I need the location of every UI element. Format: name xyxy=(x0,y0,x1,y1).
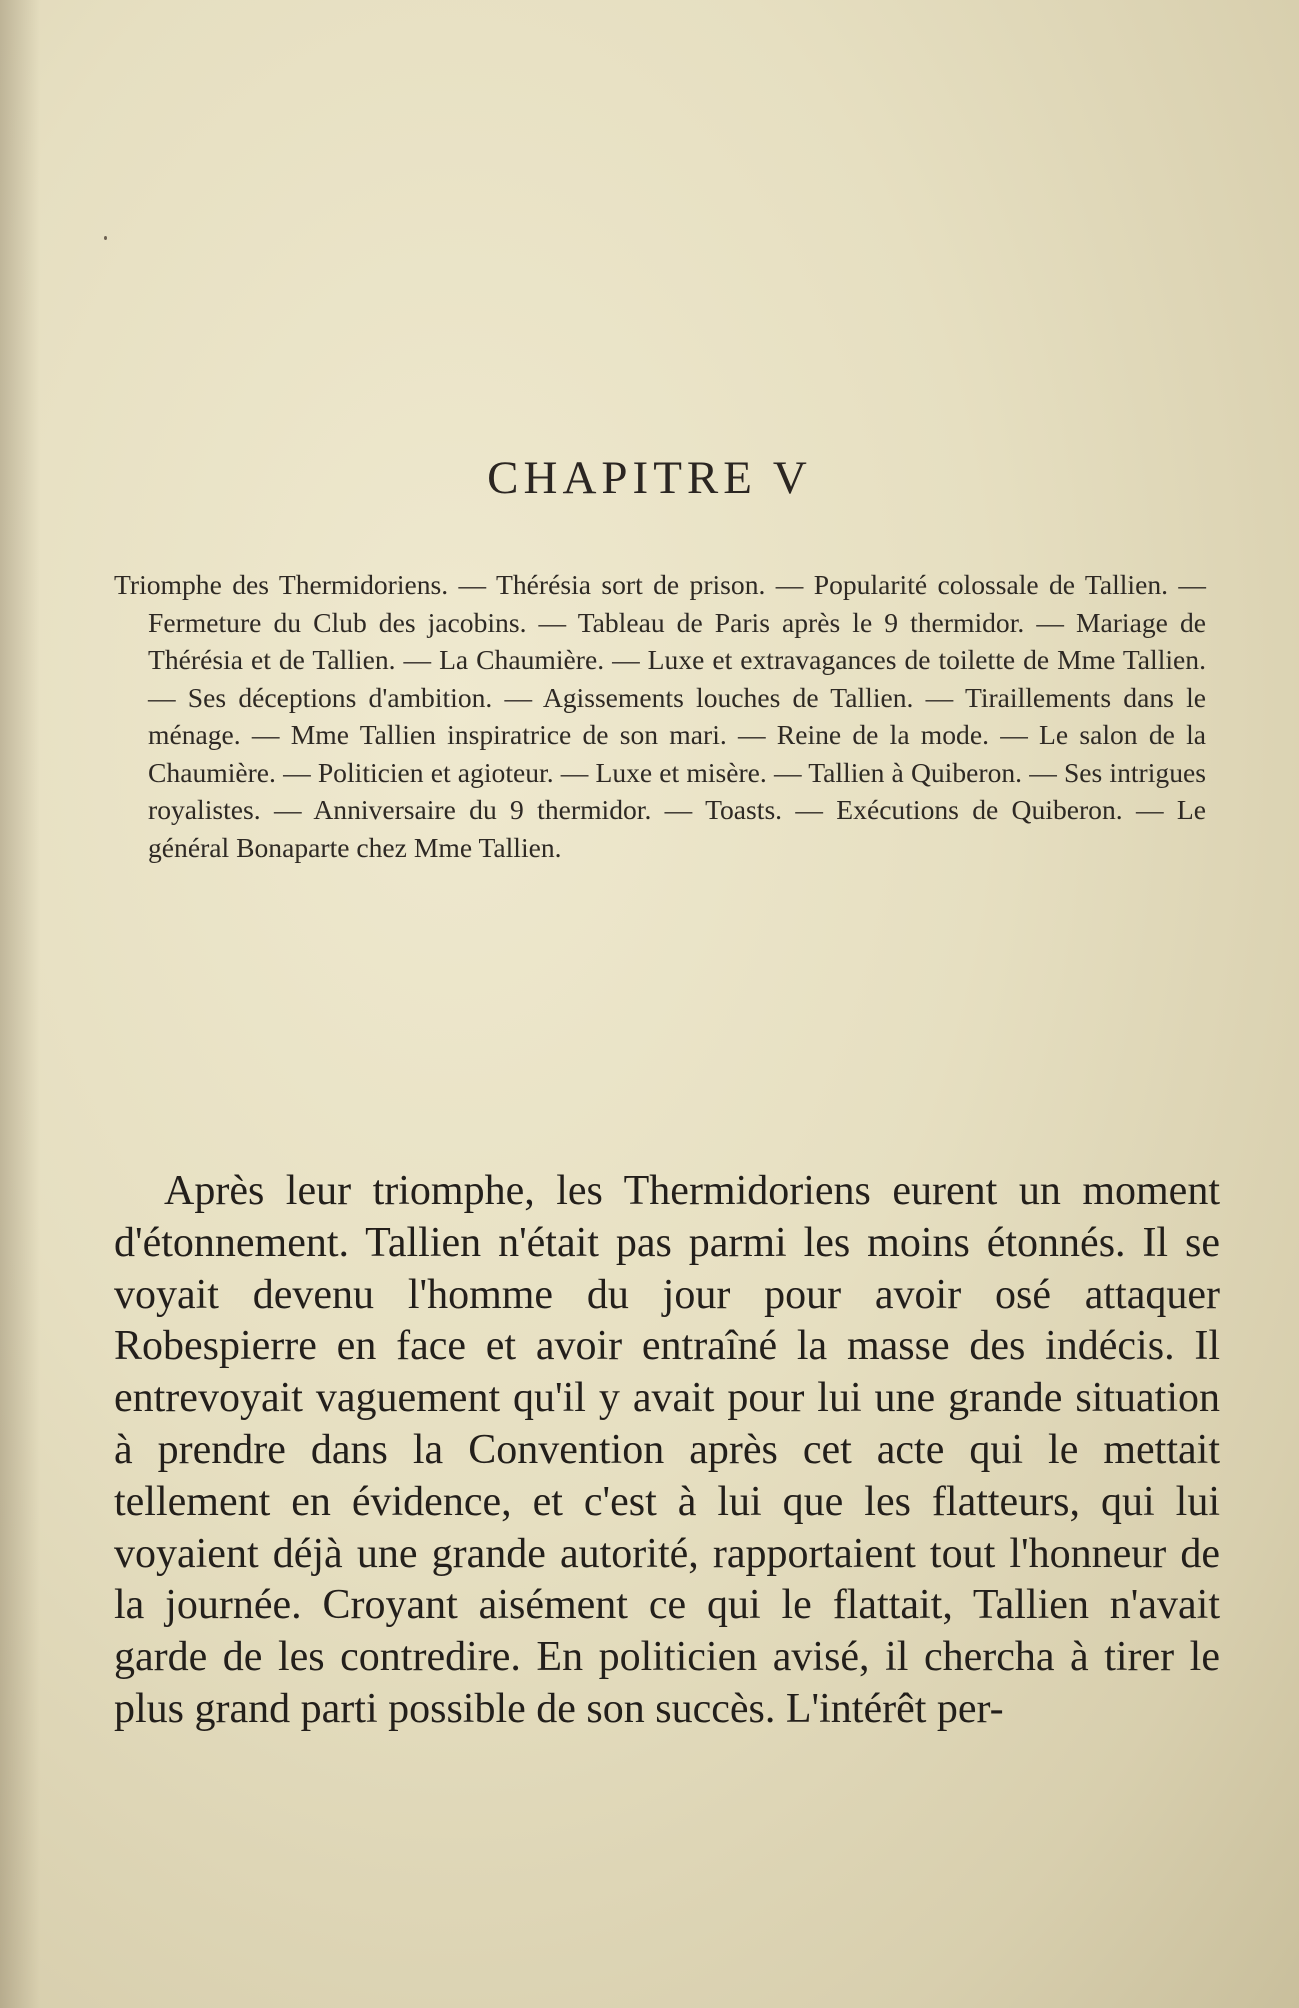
chapter-title: CHAPITRE V xyxy=(487,452,812,505)
paper-speck xyxy=(104,236,107,240)
page-edge-shadow xyxy=(0,0,40,2008)
chapter-summary xyxy=(114,566,1206,866)
body-text xyxy=(114,1166,1220,1736)
chapter-summary-text: Triomphe des Thermidoriens. — Thérésia sort de prison. — Popularité colossale de Tallien. — Fermeture du Club des jacobins. — Tableau de Paris après le 9 thermidor. — Mariage de Thérésia et de Tallien. — La Chaumière. — Luxe et extravagances de toilette de Mme Tallien. — Ses déceptions d'ambition. — Agissements louches de Tallien. — Tiraillements dans le ménage. — Mme Tallien inspiratrice de son mari. — Reine de la mode. — Le salon de la Chaumière. — Politicien et agioteur. — Luxe et misère. — Tallien à Quiberon. — Ses intrigues royalistes. — Anniversaire du 9 thermidor. — Toasts. — Exécutions de Quiberon. — Le général Bonaparte chez Mme Tallien. xyxy=(114,569,1206,863)
body-paragraph: Après leur triomphe, les Thermidoriens eurent un moment d'étonnement. Tallien n'était pas parmi les moins étonnés. Il se voyait devenu l'homme du jour pour avoir osé attaquer Robespierre en face et avoir entraîné la masse des indécis. Il entrevoyait vaguement qu'il y avait pour lui une grande situation à prendre dans la Convention après cet acte qui le mettait tellement en évidence, et c'est à lui que les flatteurs, qui lui voyaient déjà une grande autorité, rapportaient tout l'honneur de la journée. Croyant aisément ce qui le flattait, Tallien n'avait garde de les contredire. En politicien avisé, il chercha à tirer le plus grand parti possible de son succès. L'intérêt per- xyxy=(114,1168,1220,1732)
